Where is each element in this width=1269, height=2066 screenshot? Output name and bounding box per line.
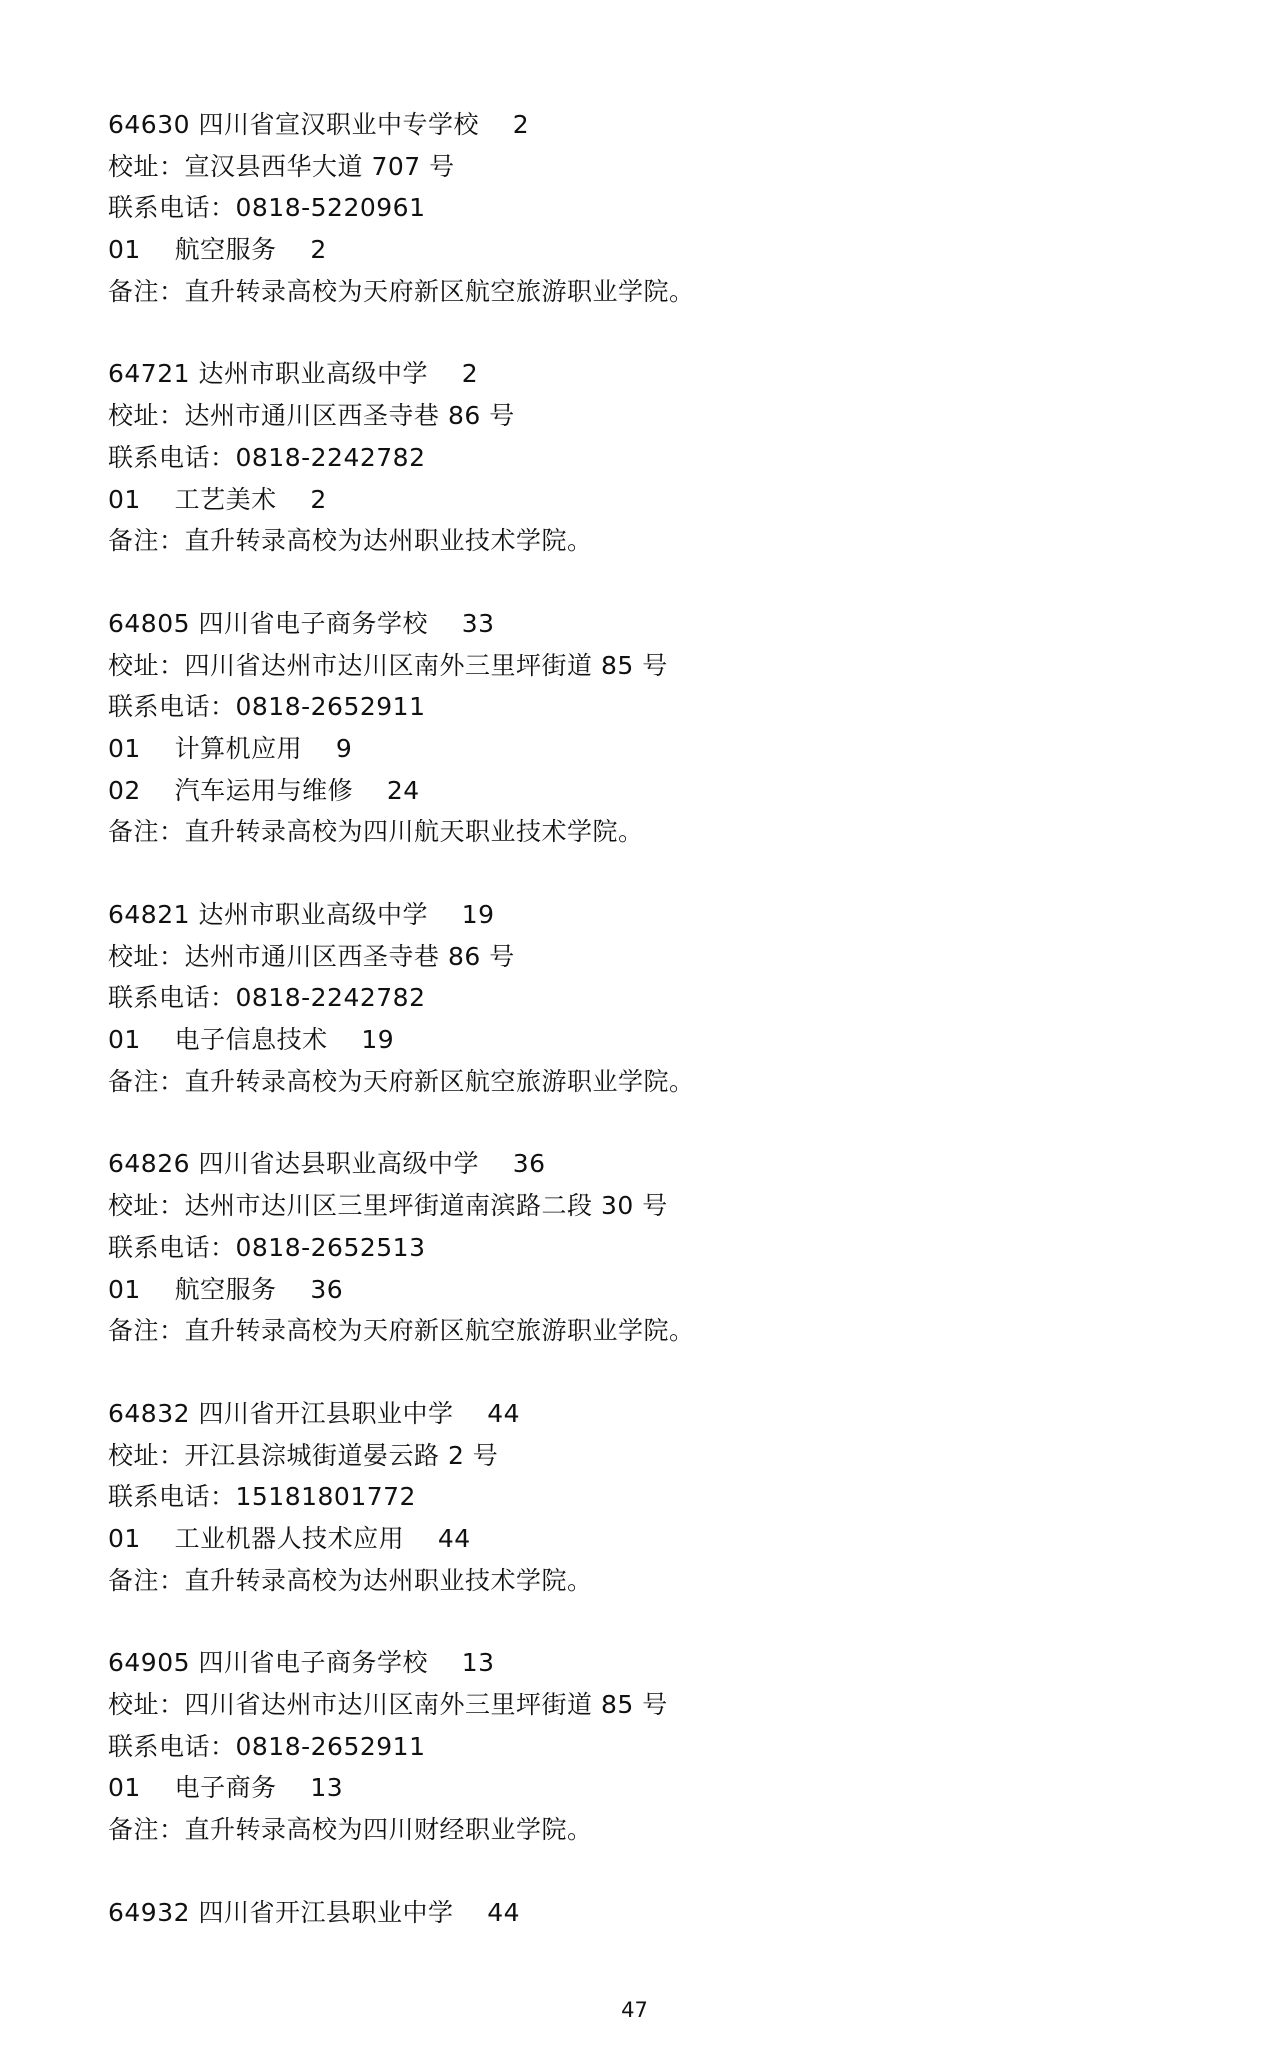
school-phone: 联系电话：15181801772	[108, 1482, 416, 1512]
school-address: 校址：宣汉县西华大道 707 号	[108, 151, 455, 181]
school-phone: 联系电话：0818-2242782	[108, 442, 426, 472]
school-address: 校址：达州市达川区三里坪街道南滨路二段 30 号	[108, 1191, 668, 1221]
school-phone: 联系电话：0818-2652911	[108, 692, 426, 722]
major-item: 01 工业机器人技术应用 44	[108, 1523, 471, 1553]
major-item: 01 工艺美术 2	[108, 484, 327, 514]
school-entry	[108, 1393, 1168, 1601]
school-note: 备注：直升转录高校为四川财经职业学院。	[108, 1815, 593, 1845]
school-entry	[108, 1642, 1168, 1850]
school-note: 备注：直升转录高校为四川航天职业技术学院。	[108, 817, 644, 847]
school-entry	[108, 1892, 1168, 1934]
major-item: 01 计算机应用 9	[108, 733, 353, 763]
school-address: 校址：达州市通川区西圣寺巷 86 号	[108, 941, 515, 971]
major-item: 02 汽车运用与维修 24	[108, 775, 420, 805]
school-address: 校址：四川省达州市达川区南外三里坪街道 85 号	[108, 1690, 668, 1719]
document-body	[108, 104, 1168, 1974]
major-item: 01 航空服务 2	[108, 235, 327, 265]
school-note: 备注：直升转录高校为天府新区航空旅游职业学院。	[108, 1316, 695, 1346]
school-header: 64905 四川省电子商务学校 13	[108, 1648, 495, 1678]
school-address: 校址：开江县淙城街道晏云路 2 号	[108, 1440, 499, 1470]
school-entry	[108, 353, 1168, 561]
school-note: 备注：直升转录高校为达州职业技术学院。	[108, 1565, 593, 1595]
school-phone: 联系电话：0818-2242782	[108, 983, 426, 1013]
school-header: 64805 四川省电子商务学校 33	[108, 608, 495, 638]
school-address: 校址：四川省达州市达川区南外三里坪街道 85 号	[108, 650, 668, 680]
school-phone: 联系电话：0818-2652911	[108, 1731, 426, 1761]
school-phone: 联系电话：0818-5220961	[108, 193, 426, 223]
school-header: 64721 达州市职业高级中学 2	[108, 359, 479, 389]
school-note: 备注：直升转录高校为天府新区航空旅游职业学院。	[108, 276, 695, 306]
school-header: 64832 四川省开江县职业中学 44	[108, 1398, 521, 1428]
school-header: 64630 四川省宣汉职业中专学校 2	[108, 110, 530, 139]
school-header: 64932 四川省开江县职业中学 44	[108, 1897, 521, 1927]
school-entry	[108, 1143, 1168, 1351]
school-note: 备注：直升转录高校为达州职业技术学院。	[108, 526, 593, 556]
school-entry	[108, 104, 1168, 312]
school-note: 备注：直升转录高校为天府新区航空旅游职业学院。	[108, 1066, 695, 1096]
major-item: 01 航空服务 36	[108, 1274, 344, 1304]
school-address: 校址：达州市通川区西圣寺巷 86 号	[108, 401, 515, 431]
major-item: 01 电子信息技术 19	[108, 1025, 395, 1055]
page-number: 47	[621, 1998, 648, 2022]
school-header: 64821 达州市职业高级中学 19	[108, 900, 495, 929]
school-phone: 联系电话：0818-2652513	[108, 1232, 426, 1262]
school-entry	[108, 603, 1168, 853]
major-item: 01 电子商务 13	[108, 1773, 344, 1803]
school-header: 64826 四川省达县职业高级中学 36	[108, 1149, 546, 1179]
school-entry	[108, 894, 1168, 1102]
